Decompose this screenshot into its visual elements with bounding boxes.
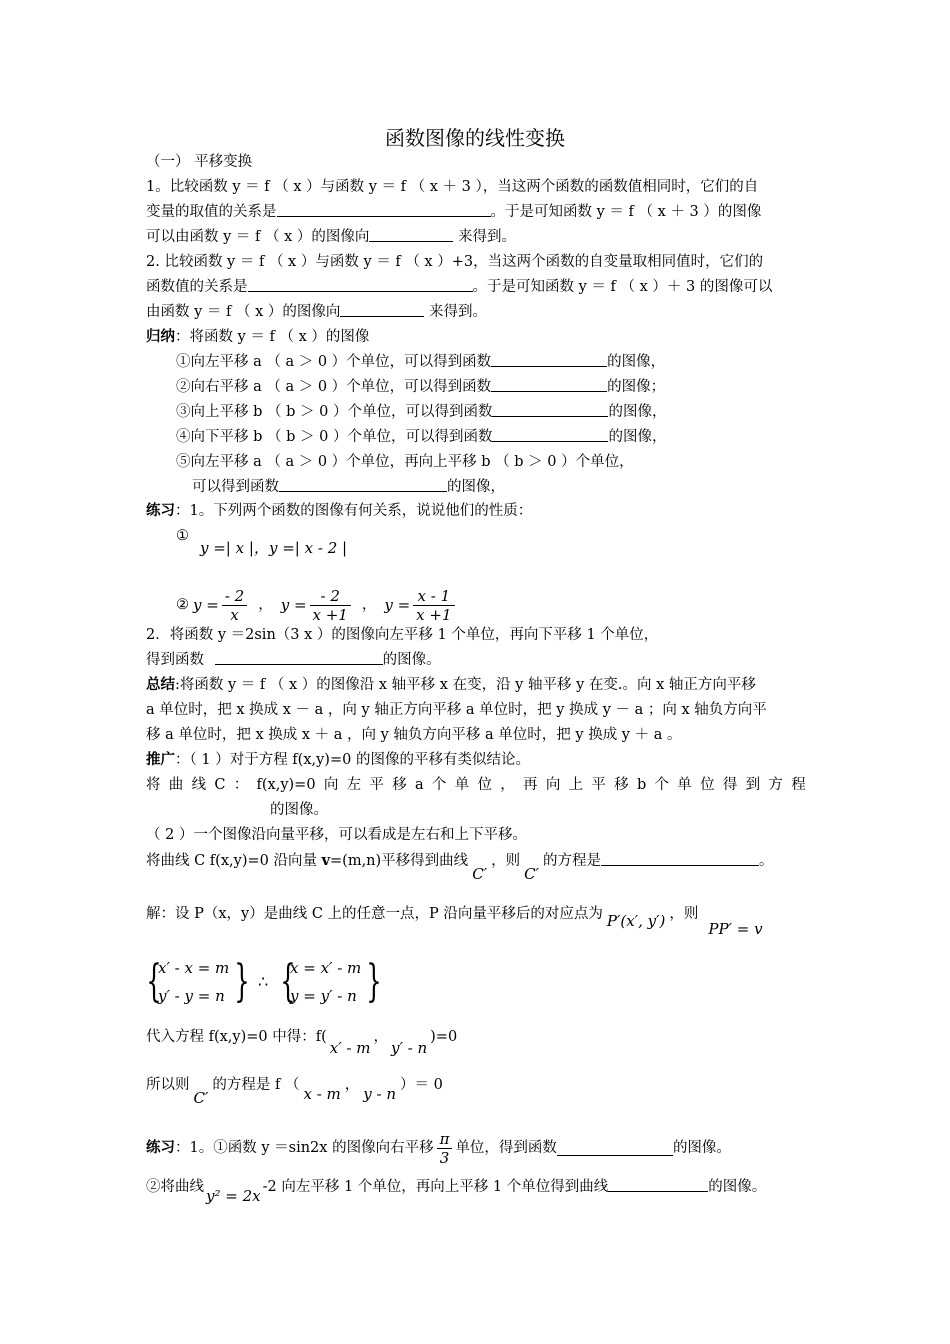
summary-item-2 bbox=[176, 377, 665, 397]
right-brace: } bbox=[366, 956, 382, 1007]
solution-line3 bbox=[146, 1026, 458, 1057]
conclusion-line3: 移 a 单位时，把 x 换成 x ＋ a ，向 y 轴负方向平移 a 单位时，把 y 换成 y ＋ a 。 bbox=[146, 727, 682, 743]
curve-c-prime: C′ bbox=[193, 1089, 209, 1107]
summary-text: ：将函数 y ＝ f （ x ）的图像 bbox=[175, 329, 370, 345]
summary-item-text: ④向下平移 b （ b ＞ 0 ）个单位，可以得到函数 bbox=[176, 429, 493, 445]
answer-blank bbox=[248, 277, 473, 292]
fraction-pi-over-3 bbox=[437, 1130, 453, 1167]
spread-token: 左 bbox=[346, 777, 362, 793]
solution-eq: 的方程是 f （ bbox=[212, 1077, 300, 1093]
spread-token: 程 bbox=[791, 777, 806, 793]
spread-token: ： bbox=[233, 777, 249, 793]
exercise2-curve-text: ②将曲线 bbox=[146, 1179, 204, 1195]
formula-separator: ， bbox=[344, 1077, 360, 1093]
generalize-line5-mid: =(m,n)平移得到曲线 bbox=[330, 853, 469, 869]
formula-abs-x bbox=[200, 538, 269, 558]
p1-line2-text: 变量的取值的关系是 bbox=[146, 204, 277, 220]
spread-token: f(x,y)=0 bbox=[256, 777, 316, 793]
spread-token: 个 bbox=[431, 777, 447, 793]
spread-token: 单 bbox=[454, 777, 470, 793]
conclusion-label: 总结 bbox=[146, 676, 175, 693]
spread-token: 向 bbox=[323, 777, 339, 793]
p2-line2-text: 函数值的关系是 bbox=[146, 279, 248, 295]
answer-blank bbox=[340, 302, 424, 317]
p1-line1: 1。比较函数 y ＝ f （ x ）与函数 y ＝ f （ x ＋ 3 ），当这两个函数的函数值相同时，它们的自 bbox=[146, 179, 759, 195]
spread-token: b bbox=[636, 777, 647, 793]
formula-separator: ， bbox=[253, 539, 269, 557]
fraction-1 bbox=[222, 587, 247, 624]
expr-x-minus-m: x - m bbox=[303, 1085, 341, 1103]
spread-token: 移 bbox=[614, 777, 629, 793]
p2-line3-tail: 来得到。 bbox=[424, 304, 487, 320]
p1-line3-tail: 来得到。 bbox=[453, 229, 516, 245]
conclusion-line2: a 单位时，把 x 换成 x － a ，向 y 轴正方向平移 a 单位时，把 y 换成 y － a ；向 x 轴负方向平 bbox=[146, 702, 767, 718]
answer-blank bbox=[369, 227, 453, 242]
point-p-prime: P′(x′, y′) bbox=[606, 912, 666, 930]
summary-item-tail: 的图像， bbox=[447, 479, 505, 495]
summary-intro bbox=[146, 327, 369, 347]
spread-token: 移 bbox=[392, 777, 407, 793]
q2-line2 bbox=[146, 650, 441, 670]
spread-token: 个 bbox=[654, 777, 670, 793]
generalize-line4: （ 2 ）一个图像沿向量平移，可以看成是左右和上下平移。 bbox=[146, 827, 527, 843]
generalize-line5-then: ，则 bbox=[491, 853, 521, 869]
exercise2-text: ：1。①函数 y ＝sin2x 的图像向右平移 bbox=[175, 1140, 434, 1156]
spread-token: a bbox=[414, 777, 424, 793]
fraction-numerator: π bbox=[437, 1130, 453, 1149]
spread-token: 平 bbox=[369, 777, 384, 793]
fraction-3 bbox=[413, 587, 454, 624]
answer-blank bbox=[215, 650, 383, 665]
page-title: 函数图像的线性变换 bbox=[385, 126, 565, 150]
answer-blank bbox=[277, 202, 491, 217]
exercise2-mid: 单位，得到函数 bbox=[455, 1140, 557, 1156]
q2-line1: 2．将函数 y ＝2sin（3 x ）的图像向左平移 1 个单位，再向下平移 1 个单位， bbox=[146, 627, 659, 643]
generalize-line5-eq: 的方程是 bbox=[542, 853, 601, 869]
exercise-intro bbox=[146, 501, 532, 521]
spread-token: ， bbox=[500, 777, 515, 793]
summary-item-text: ③向上平移 b （ b ＞ 0 ）个单位，可以得到函数 bbox=[176, 404, 493, 420]
solution-eq-zero: )=0 bbox=[430, 1029, 458, 1045]
answer-blank bbox=[279, 477, 447, 492]
solution-line1 bbox=[146, 903, 763, 938]
p1-line2 bbox=[146, 202, 761, 222]
system-row: x′ - x = m bbox=[158, 959, 230, 977]
q2-line2-tail: 的图像。 bbox=[382, 652, 441, 668]
solution-line4 bbox=[146, 1074, 443, 1107]
solution-then: ，则 bbox=[669, 906, 699, 922]
summary-item-4 bbox=[176, 427, 666, 447]
generalize-line5-text: 将曲线 C f(x,y)=0 沿向量 bbox=[146, 853, 322, 869]
exercise2-line1 bbox=[146, 1128, 731, 1168]
spread-token: 得 bbox=[722, 777, 738, 793]
left-brace: { bbox=[280, 956, 296, 1007]
spread-token: 方 bbox=[768, 777, 783, 793]
summary-item-tail: 的图像， bbox=[608, 429, 667, 445]
answer-blank bbox=[608, 1177, 708, 1192]
exercise2-label: 练习 bbox=[146, 1139, 175, 1156]
exercise-circle-2: ② bbox=[176, 597, 189, 613]
spread-token: 将 bbox=[146, 777, 161, 793]
p2-line2 bbox=[146, 277, 772, 297]
left-brace: { bbox=[146, 956, 162, 1007]
summary-item-3 bbox=[176, 402, 666, 422]
generalize-label: 推广 bbox=[146, 751, 175, 768]
system-row: y = y′ - n bbox=[290, 987, 357, 1005]
expr-y-prime-minus-n: y′ - n bbox=[390, 1039, 428, 1057]
section-heading: （一） 平移变换 bbox=[146, 154, 253, 170]
formula-abs-x-text: y =| x | bbox=[200, 539, 254, 557]
expr-x-prime-minus-m: x′ - m bbox=[329, 1039, 371, 1057]
generalize-line5 bbox=[146, 850, 774, 883]
formula-y-eq: y = bbox=[280, 596, 307, 614]
vector-pp-prime: PP′ = v bbox=[708, 920, 763, 938]
conclusion-text: :将函数 y ＝ f （ x ）的图像沿 x 轴平移 x 在变，沿 y 轴平移 y 在变.。向 x 轴正方向平移 bbox=[175, 677, 756, 693]
expr-y-minus-n: y - n bbox=[363, 1085, 397, 1103]
p1-line3 bbox=[146, 227, 516, 247]
solution-text: 解：设 P（x，y）是曲线 C 上的任意一点，P 沿向量平移后的对应点为 bbox=[146, 906, 603, 922]
fraction-numerator: - 2 bbox=[310, 587, 351, 606]
p2-line3 bbox=[146, 302, 487, 322]
right-brace: } bbox=[234, 956, 250, 1007]
exercise-text: ：1。下列两个函数的图像有何关系，说说他们的性质： bbox=[175, 503, 533, 519]
fraction-denominator: x +1 bbox=[416, 605, 452, 624]
solution-eq-end: ）＝ 0 bbox=[400, 1077, 443, 1093]
fraction-denominator: x bbox=[230, 605, 239, 624]
formula-separator: ， bbox=[361, 597, 377, 613]
exercise-circle-1: ① bbox=[176, 528, 189, 544]
solution-therefore: 所以则 bbox=[146, 1077, 190, 1093]
curve-c-prime: C′ bbox=[472, 865, 488, 883]
q2-line2-text: 得到函数 bbox=[146, 652, 209, 668]
answer-blank bbox=[491, 352, 607, 367]
fraction-denominator: x +1 bbox=[312, 605, 348, 624]
exercise2-curve-mid: -2 向左平移 1 个单位，再向上平移 1 个单位得到曲线 bbox=[262, 1179, 609, 1195]
vector-v: v bbox=[321, 852, 331, 869]
p1-line3-text: 可以由函数 y ＝ f （ x ）的图像向 bbox=[146, 229, 370, 245]
p2-line1: 2. 比较函数 y ＝ f （ x ）与函数 y ＝ f （ x ）+3，当这两个函数的自变量取相同值时，它们的 bbox=[146, 254, 764, 270]
conclusion-line1 bbox=[146, 675, 756, 695]
spread-token: 单 bbox=[677, 777, 692, 793]
spread-token: C bbox=[214, 777, 226, 793]
spread-token: 再 bbox=[523, 777, 538, 793]
curve-c-prime: C′ bbox=[524, 865, 539, 883]
formula-abs-x-minus-2: y =| x - 2 | bbox=[269, 539, 348, 557]
answer-blank bbox=[492, 402, 608, 417]
spread-token: 线 bbox=[191, 777, 207, 793]
formula-y-eq: y = bbox=[193, 596, 219, 614]
solution-substitute: 代入方程 f(x,y)=0 中得：f( bbox=[146, 1029, 327, 1045]
spread-token: 位 bbox=[477, 777, 492, 793]
generalize-line5-end: 。 bbox=[758, 853, 774, 869]
spread-token: 位 bbox=[700, 777, 715, 793]
summary-item-tail: 的图像； bbox=[607, 379, 666, 395]
fraction-numerator: - 2 bbox=[222, 587, 247, 606]
summary-item-1 bbox=[176, 352, 665, 372]
spread-token: 平 bbox=[591, 777, 606, 793]
spread-token: 上 bbox=[568, 777, 584, 793]
system-row: x = x′ - m bbox=[290, 959, 362, 977]
answer-blank bbox=[492, 427, 608, 442]
p1-line2-tail: 。于是可知函数 y ＝ f （ x ＋ 3 ）的图像 bbox=[490, 204, 762, 220]
generalize-line2 bbox=[146, 775, 806, 795]
generalize-line3: 的图像。 bbox=[270, 802, 328, 818]
summary-item-text: ②向右平移 a （ a ＞ 0 ）个单位，可以得到函数 bbox=[176, 379, 492, 395]
fraction-denominator: 3 bbox=[439, 1148, 450, 1167]
equation-system-1 bbox=[146, 956, 250, 1010]
summary-label: 归纳 bbox=[146, 328, 175, 345]
fraction-2 bbox=[310, 587, 351, 624]
therefore-symbol: ∴ bbox=[258, 972, 269, 991]
summary-item-5-cont bbox=[192, 477, 505, 497]
summary-item-text: 可以得到函数 bbox=[192, 479, 279, 495]
formula-separator: ， bbox=[373, 1029, 388, 1045]
answer-blank bbox=[601, 851, 759, 866]
exercise2-line2 bbox=[146, 1176, 767, 1205]
formula-separator: ， bbox=[258, 597, 273, 613]
spread-token: 到 bbox=[745, 777, 761, 793]
equation-system-2 bbox=[280, 958, 380, 1010]
summary-item-tail: 的图像， bbox=[607, 354, 666, 370]
fraction-numerator: x - 1 bbox=[413, 587, 454, 606]
summary-item-text: ①向左平移 a （ a ＞ 0 ）个单位，可以得到函数 bbox=[176, 354, 492, 370]
summary-item-tail: 的图像， bbox=[608, 404, 667, 420]
answer-blank bbox=[557, 1141, 673, 1156]
generalize-line1 bbox=[146, 750, 530, 770]
spread-token: 曲 bbox=[168, 777, 184, 793]
summary-item-5: ⑤向左平移 a （ a ＞ 0 ）个单位，再向上平移 b （ b ＞ 0 ）个单位， bbox=[176, 454, 634, 470]
spread-token: 向 bbox=[545, 777, 561, 793]
exercise-label: 练习 bbox=[146, 502, 175, 519]
exercise-fractions bbox=[176, 585, 458, 625]
p2-line3-text: 由函数 y ＝ f （ x ）的图像向 bbox=[146, 304, 341, 320]
p2-line2-tail: 。于是可知函数 y ＝ f （ x ）＋ 3 的图像可以 bbox=[472, 279, 773, 295]
system-row: y′ - y = n bbox=[158, 987, 225, 1005]
expr-y-squared: y² = 2x bbox=[206, 1187, 261, 1205]
exercise2-tail: 的图像。 bbox=[672, 1140, 731, 1156]
answer-blank bbox=[491, 377, 607, 392]
generalize-text: ：（ 1 ）对于方程 f(x,y)=0 的图像的平移有类似结论。 bbox=[175, 752, 530, 768]
exercise2-curve-tail: 的图像。 bbox=[708, 1179, 767, 1195]
formula-y-eq: y = bbox=[384, 596, 411, 614]
